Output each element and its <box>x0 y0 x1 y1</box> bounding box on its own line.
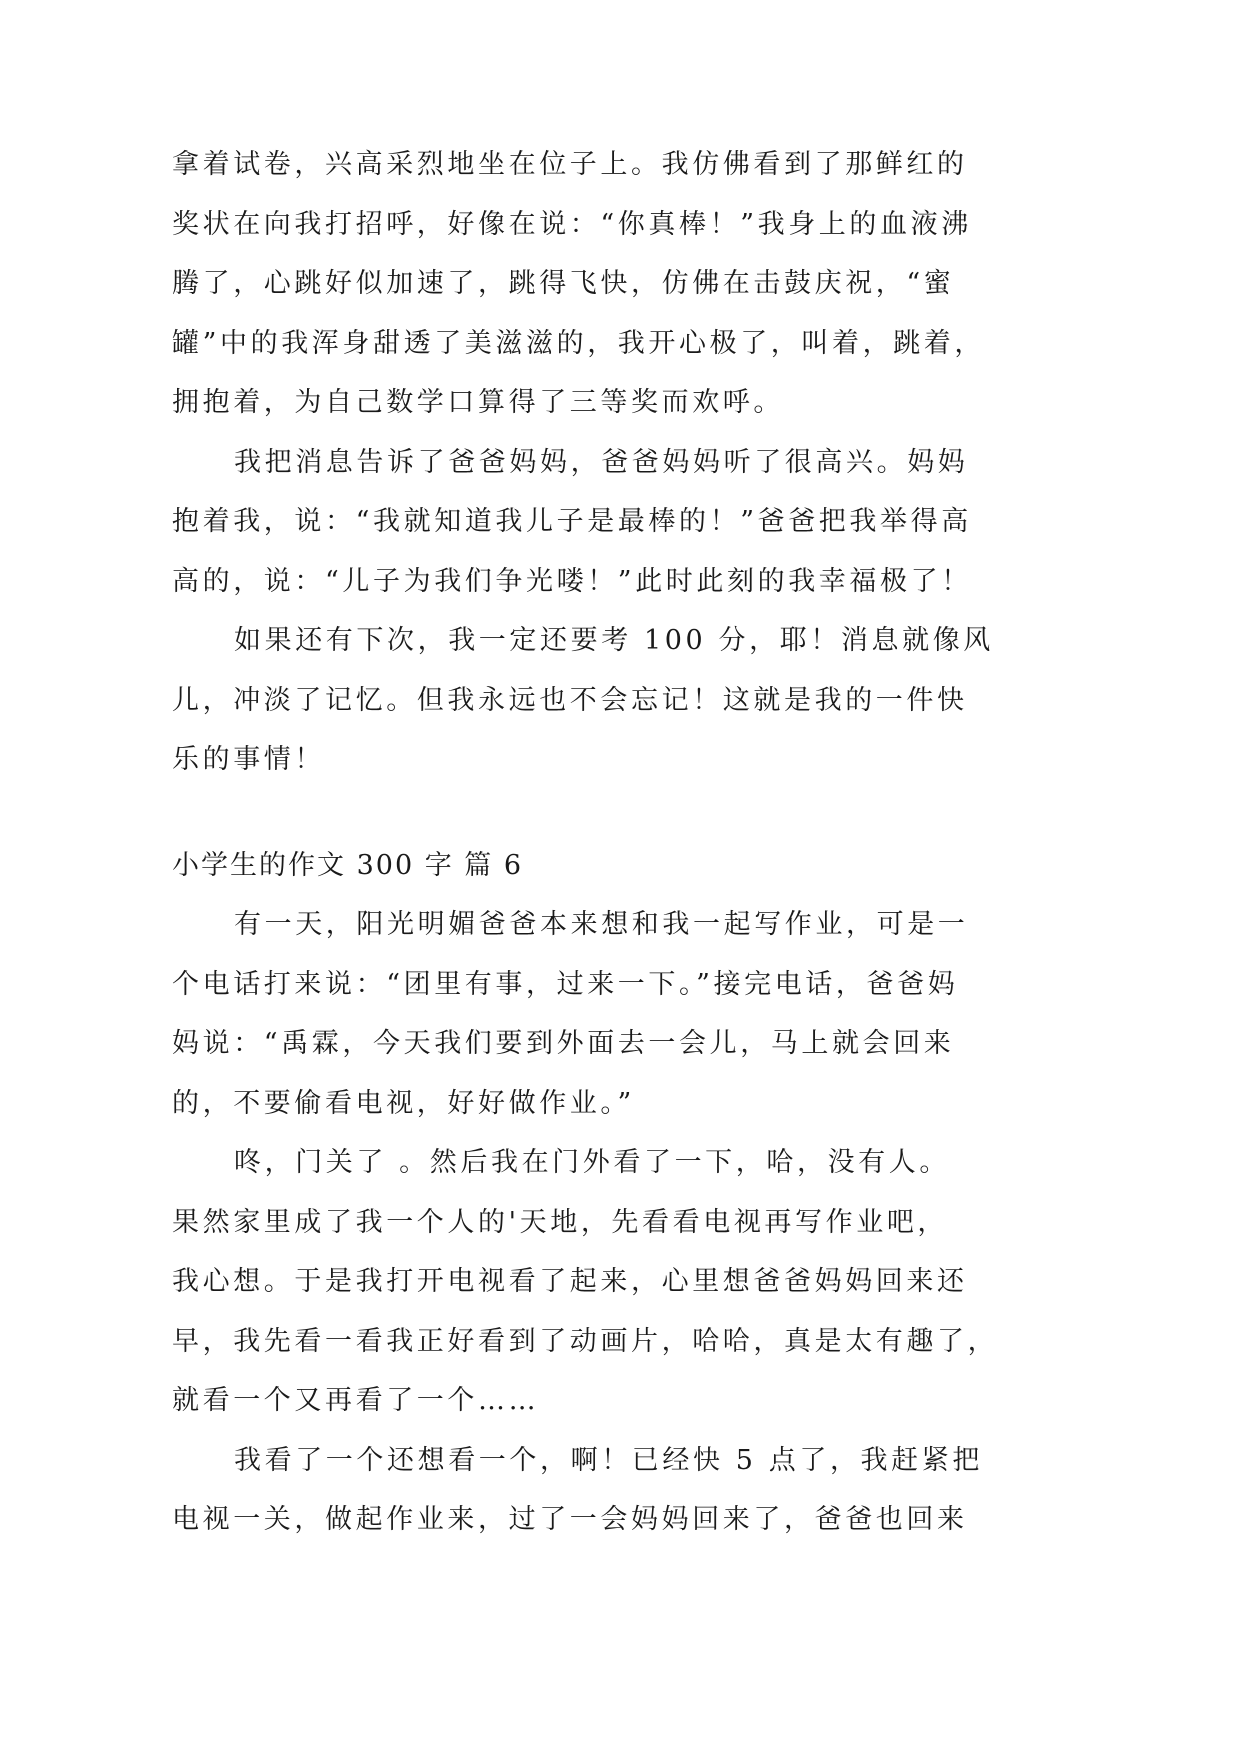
text-line: 如果还有下次，我一定还要考 100 分，耶！消息就像风 <box>234 625 994 656</box>
paragraph <box>172 1133 999 1431</box>
text-line: 的，不要偷看电视，好好做作业。” <box>172 1087 635 1119</box>
text-line: 早，我先看一看我正好看到了动画片，哈哈，真是太有趣了， <box>172 1325 999 1357</box>
text-line: 奖状在向我打招呼，好像在说：“你真棒！”我身上的血液沸 <box>172 208 972 240</box>
text-line: 我把消息告诉了爸爸妈妈，爸爸妈妈听了很高兴。妈妈 <box>234 446 969 478</box>
text-line: 就看一个又再看了一个…… <box>172 1385 540 1416</box>
text-line: 有一天，阳光明媚爸爸本来想和我一起写作业，可是一 <box>234 909 969 940</box>
text-line: 腾了，心跳好似加速了，跳得飞快，仿佛在击鼓庆祝，“蜜 <box>172 268 955 299</box>
section-heading: 小学生的作文 300 字 篇 6 <box>172 849 524 881</box>
paragraph <box>172 895 969 1133</box>
text-column <box>172 135 999 1550</box>
text-line: 高的，说：“儿子为我们争光喽！”此时此刻的我幸福极了！ <box>172 565 972 597</box>
text-line: 乐的事情！ <box>172 744 325 775</box>
text-line: 拿着试卷，兴高采烈地坐在位子上。我仿佛看到了那鲜红的 <box>172 149 968 180</box>
text-line: 拥抱着，为自己数学口算得了三等奖而欢呼。 <box>172 387 784 418</box>
paragraph <box>172 1431 983 1550</box>
text-line: 妈说：“禹霖，今天我们要到外面去一会儿，马上就会回来 <box>172 1028 955 1059</box>
text-line: 我看了一个还想看一个，啊！已经快 5 点了，我赶紧把 <box>234 1444 983 1476</box>
text-line: 个电话打来说：“团里有事，过来一下。”接完电话，爸爸妈 <box>172 968 959 1000</box>
text-line: 咚，门关了 。然后我在门外看了一下，哈，没有人。 <box>234 1147 950 1178</box>
text-line: 罐”中的我浑身甜透了美滋滋的，我开心极了，叫着，跳着， <box>172 327 986 359</box>
text-line: 电视一关，做起作业来，过了一会妈妈回来了，爸爸也回来 <box>172 1504 968 1535</box>
paragraph <box>172 135 986 433</box>
text-line: 儿，冲淡了记忆。但我永远也不会忘记！这就是我的一件快 <box>172 684 968 716</box>
paragraph <box>172 433 972 612</box>
text-line: 抱着我，说：“我就知道我儿子是最棒的！”爸爸把我举得高 <box>172 506 972 537</box>
paragraph <box>172 611 994 790</box>
text-line: 果然家里成了我一个人的'天地，先看看电视再写作业吧， <box>172 1206 949 1238</box>
text-line: 我心想。于是我打开电视看了起来，心里想爸爸妈妈回来还 <box>172 1266 968 1297</box>
